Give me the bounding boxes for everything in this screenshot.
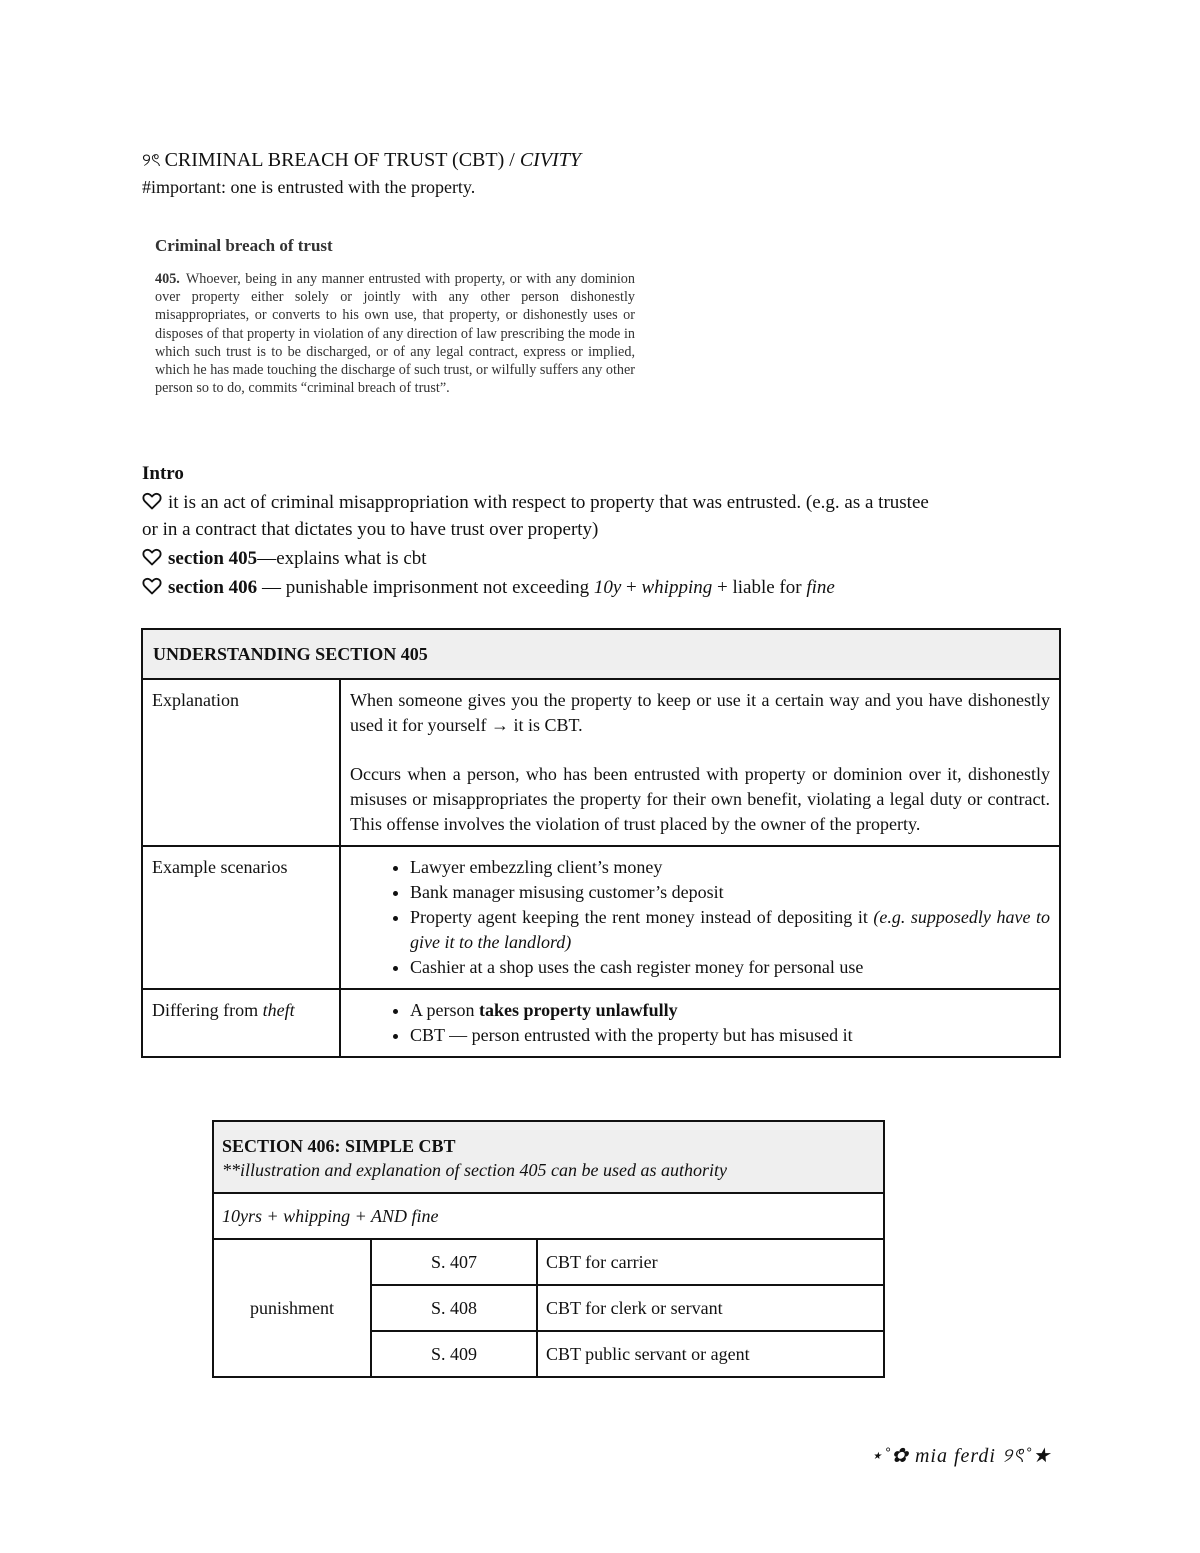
section-description: CBT public servant or agent [537, 1331, 884, 1377]
differing-list [350, 998, 1050, 1048]
section-description: CBT for carrier [537, 1239, 884, 1285]
list-item: • Cashier at a shop uses the cash register money for personal use [410, 955, 1050, 980]
table-406-subtitle: **illustration and explanation of section 405 can be used as authority [222, 1160, 727, 1180]
statute-excerpt [155, 236, 635, 397]
ribbon-icon: ୨ৎ [142, 150, 161, 170]
table-406-title: SECTION 406: SIMPLE CBT [222, 1136, 456, 1156]
title-italic: CIVITY [519, 149, 581, 171]
table-row [142, 846, 1060, 989]
heart-icon [142, 576, 162, 596]
intro-line-3-years: 10y [593, 577, 622, 598]
explanation-paragraph-2: Occurs when a person, who has been entrusted with property or dominion over it, dishonestly misuses or misappropriates the property for their own benefit, violating a legal duty or contract. This offense involves the violation of trust placed by the owner of the property. [350, 764, 1050, 834]
examples-label: Example scenarios [142, 846, 340, 989]
differing-label-theft: theft [262, 1000, 295, 1020]
excerpt-heading: Criminal breach of trust [155, 236, 333, 255]
list-item: • Bank manager misusing customer’s deposit [410, 880, 1050, 905]
table-row [213, 1239, 884, 1285]
intro-line-2 [142, 547, 427, 570]
intro-line-3 [142, 576, 835, 599]
explanation-cell [340, 679, 1060, 846]
section-number: S. 409 [371, 1331, 537, 1377]
table-row [142, 989, 1060, 1057]
intro-heading: Intro [142, 463, 184, 484]
section-number: S. 407 [371, 1239, 537, 1285]
example-3-text: Property agent keeping the rent money instead of depositing it [410, 907, 874, 927]
intro-line-3-whipping: whipping [641, 577, 713, 598]
examples-cell [340, 846, 1060, 989]
intro-line-1 [142, 491, 929, 514]
differing-label-text: Differing from [152, 1000, 263, 1020]
list-item: • CBT — person entrusted with the property but has misused it [410, 1023, 1050, 1048]
intro-line-2-text: —explains what is cbt [257, 548, 427, 569]
section-406-label: section 406 [168, 577, 258, 598]
list-item [410, 998, 1050, 1023]
differing-cell [340, 989, 1060, 1057]
list-item: • Lawyer embezzling client’s money [410, 855, 1050, 880]
intro-line-3-text-c: + liable for [712, 577, 807, 598]
penalty-row: 10yrs + whipping + AND fine [213, 1193, 884, 1239]
intro-line-1-text: it is an act of criminal misappropriation with respect to property that was entrusted. (e.g. as a trustee [168, 492, 929, 513]
subtitle-note: #important: one is entrusted with the property. [142, 177, 476, 197]
heart-icon [142, 491, 162, 511]
section-description: CBT for clerk or servant [537, 1285, 884, 1331]
explanation-paragraph-1: When someone gives you the property to keep or use it a certain way and you have dishonestly used it for yourself → it is CBT. [350, 690, 1050, 735]
diff-1-text: A person [410, 1000, 479, 1020]
intro-line-1b: or in a contract that dictates you to have trust over property) [142, 519, 599, 540]
examples-list [350, 855, 1050, 980]
heart-icon [142, 547, 162, 567]
section-405-table [141, 628, 1061, 1058]
section-number: S. 408 [371, 1285, 537, 1331]
section-405-label: section 405 [168, 548, 258, 569]
page-title [142, 146, 581, 177]
list-item [410, 905, 1050, 955]
example-3-note: (e.g. supposedly have to give it to the landlord) [410, 907, 1050, 952]
differing-label [142, 989, 340, 1057]
intro-line-3-fine: fine [806, 577, 835, 598]
author-signature: ⋆˚✿ mia ferdi ୨ৎ˚★ [870, 1445, 1052, 1467]
table-405-header: UNDERSTANDING SECTION 405 [142, 629, 1060, 679]
intro-line-3-text-a: — punishable imprisonment not exceeding [257, 577, 594, 598]
title-main: CRIMINAL BREACH OF TRUST (CBT) / [164, 149, 520, 171]
excerpt-text: Whoever, being in any manner entrusted with property, or with any dominion over property either solely or jointly with any other person dishonestly misappropriates, or converts to his own use, that property, or dishonestly uses or disposes of that property in violation of any direction of law prescribing the mode in which such trust is to be discharged, or of any legal contract, express or implied, which he has made touching the discharge of such trust, or wilfully suffers any other person so to do, commits “criminal breach of trust”. [155, 271, 635, 397]
table-row [142, 679, 1060, 846]
section-406-table [212, 1120, 885, 1378]
excerpt-body [155, 270, 635, 397]
diff-1-bold: takes property unlawfully [479, 1000, 678, 1020]
explanation-label: Explanation [142, 679, 340, 846]
table-406-header [213, 1121, 884, 1193]
punishment-label: punishment [213, 1239, 371, 1377]
intro-line-3-text-b: + [621, 577, 642, 598]
excerpt-number: 405. [155, 271, 180, 287]
